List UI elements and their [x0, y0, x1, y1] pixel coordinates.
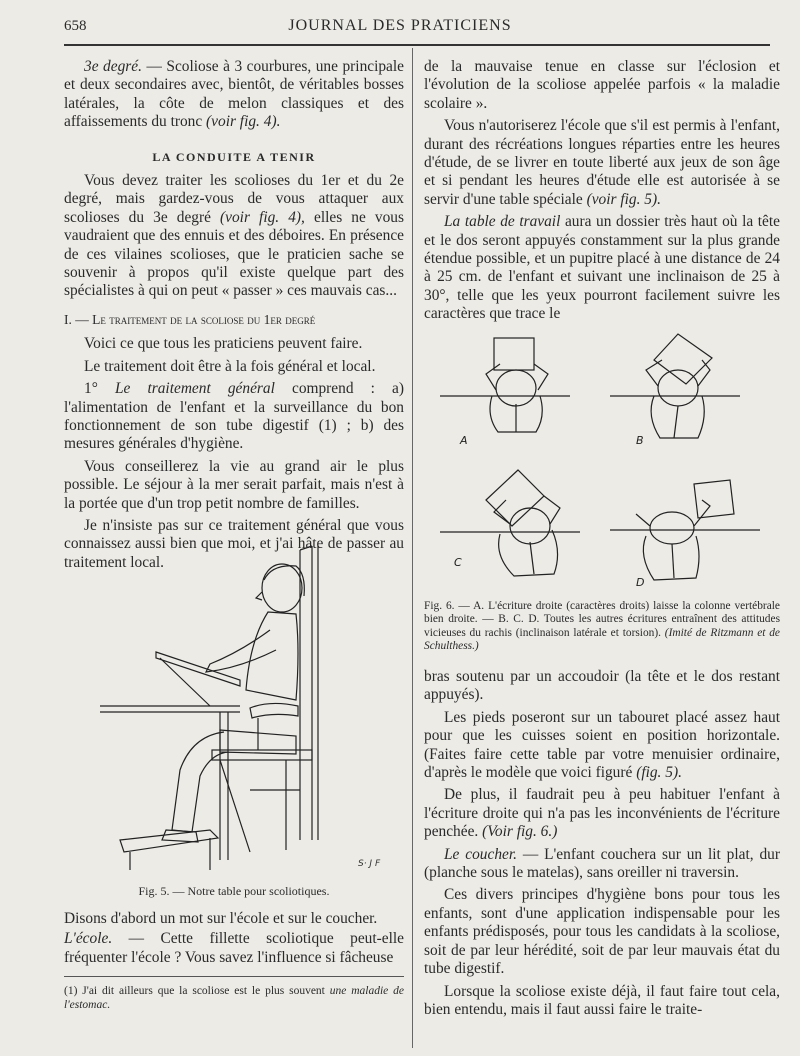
caption-credit: (Imité de Ritzmann et de Schulthess.): [424, 626, 780, 653]
figure-reference: (voir fig. 5).: [586, 190, 661, 208]
header-rule: [64, 44, 770, 46]
column-divider: [412, 48, 413, 1048]
paragraph-ecriture: [424, 786, 780, 841]
text: — L'enfant couchera sur un lit plat, dur (planche sous le matelas), sans oreiller ni traversin.: [424, 845, 780, 882]
footnote: [64, 984, 404, 1012]
footnote-text: (1) J'ai dit ailleurs que la scoliose est le plus souvent: [64, 985, 330, 997]
text: Les pieds poseront sur un tabouret placé assez haut pour que les cuisses soient en position horizontale. (Faites faire cette table par votre menuisier ordinaire, d'après le modèle que voici figuré: [424, 708, 780, 782]
text: comprend : a) l'alimentation de l'enfant et la surveillance du bon fonctionnement de son tube digestif (1) ; b) des mesures générales d'hygiène.: [64, 380, 404, 453]
paragraph-coucher: [424, 846, 780, 883]
text: — Scoliose à 3 courbures, une principale et deux secondaires avec, bientôt, de véritables bosses latérales, la côte de melon classiques et des affaissements du tronc: [64, 58, 405, 131]
paragraph: Voici ce que tous les praticiens peuvent faire.: [84, 335, 363, 353]
paragraph: Le traitement doit être à la fois général et local.: [84, 357, 376, 375]
paragraph-ecole: [64, 930, 404, 967]
right-column-bottom: [424, 668, 780, 1023]
paragraph-ecole-conditions: [424, 117, 780, 209]
paragraph: Ces divers principes d'hygiène bons pour tous les enfants, sont d'une application indispensable pour les enfants prédisposés, pour tous les candidats à la scoliose, soit de par leur hérédité, soit de par leur mauvais état du tube digestif.: [424, 886, 780, 978]
caption-text: Fig. 6. — A. L'écriture droite (caractères droits) laisse la colonne vertébrale bien droite. — B. C. D. Toutes les autres écritures entraînent des attitudes vicieuses du rachis (inclinaison latérale et torsion).: [424, 600, 780, 639]
journal-title: JOURNAL DES PRATICIENS: [288, 17, 512, 34]
text: Vous devez traiter les scolioses du 1er et du 2e degré, mais gardez-vous de vous attaquer aux scolioses du 3e degré: [64, 172, 404, 226]
figure-6-illustration: [440, 330, 770, 592]
figure-5-signature: S· J F: [358, 859, 381, 869]
left-column-bottom: [64, 910, 404, 969]
text: — Cette fillette scoliotique peut-elle fréquenter l'école ? Vous savez l'influence si fâcheuse: [64, 930, 404, 966]
term: Le traitement général: [114, 380, 275, 398]
text: De plus, il faudrait peu à peu habituer l'enfant à l'écriture droite qui n'a pas les inconvénients de l'écriture penchée.: [424, 786, 780, 841]
figure-reference: (Voir fig. 6.): [482, 823, 558, 841]
section-heading: LA CONDUITE A TENIR: [152, 149, 316, 164]
paragraph-third-degree: [64, 58, 404, 132]
term-third-degree: 3e degré.: [84, 58, 142, 75]
text: Vous n'autoriserez l'école que s'il est permis à l'enfant, durant des récréations longues réparties entre les heures d'étude, de se livrer en toute liberté aux jeux de son âge et si pendant les heures d'étude elle est autorisée à se servir d'une table spéciale: [424, 117, 780, 208]
sub-heading: [64, 311, 404, 329]
figure-6-label-b: B: [636, 434, 644, 447]
footnote-rule: [64, 976, 404, 977]
right-column: [424, 58, 780, 328]
paragraph: Je n'insiste pas sur ce traitement général que vous connaissez aussi bien que moi, et j'ai hâte de passer au traitement local.: [64, 516, 404, 571]
paragraph: Disons d'abord un mot sur l'école et sur le coucher.: [64, 910, 378, 927]
figure-reference: (voir fig. 4).: [206, 113, 281, 131]
term: Le coucher.: [444, 845, 517, 863]
paragraph-traitement-general: [64, 380, 404, 454]
figure-6-label-c: C: [454, 556, 462, 569]
term: La table de travail: [444, 213, 561, 231]
sub-heading-text: Le traitement de la scoliose du 1er degré: [92, 311, 316, 327]
text: aura un dossier très haut où la tête et le dos seront appuyés constamment sur la plus grande étendue possible, et un pupitre placé à une distance de 24 à 25 cm. de l'enfant et suivant une inclinaison de 25 à 30°, telle que les yeux pourront facilement suivre les caractères que trace le: [424, 213, 780, 323]
figure-5-illustration: [100, 540, 390, 876]
paragraph-table-travail: [424, 213, 780, 323]
left-column: [64, 58, 404, 576]
page-number: 658: [64, 18, 87, 34]
figure-6-caption: [424, 600, 780, 654]
paragraph: Lorsque la scoliose existe déjà, il faut faire tout cela, bien entendu, mais il faut aussi faire le traite-: [424, 982, 780, 1018]
paragraph: Vous conseillerez la vie au grand air le plus possible. Le séjour à la mer serait parfait, mais n'est à la portée que d'un trop petit nombre de familles.: [64, 457, 404, 512]
figure-reference: (voir fig. 4),: [220, 208, 305, 226]
footnote-emphasis: une maladie de l'estomac.: [64, 985, 404, 1011]
text: elles ne vous vaudraient que des ennuis et des déboires. En présence de ces vilaines scolioses, que le praticien sache se souvenir à propos qu'il existe quelque part des spécialistes à qui on peut « passer » ces mauvais cas...: [64, 208, 404, 300]
paragraph: de la mauvaise tenue en classe sur l'éclosion et l'évolution de la scoliose appelée parfois « la maladie scolaire ».: [424, 58, 780, 112]
figure-5-caption: Fig. 5. — Notre table pour scoliotiques.: [138, 884, 330, 898]
paragraph-pieds: [424, 709, 780, 783]
sub-heading-number: I. —: [64, 311, 93, 327]
term: L'école.: [64, 930, 113, 948]
figure-6-label-a: A: [460, 434, 468, 447]
paragraph: bras soutenu par un accoudoir (la tête et le dos restant appuyés).: [424, 668, 780, 704]
figure-6-label-d: D: [636, 576, 645, 589]
figure-reference: (fig. 5).: [636, 764, 682, 782]
list-number: 1°: [84, 380, 115, 398]
paragraph-conduite: [64, 172, 404, 301]
